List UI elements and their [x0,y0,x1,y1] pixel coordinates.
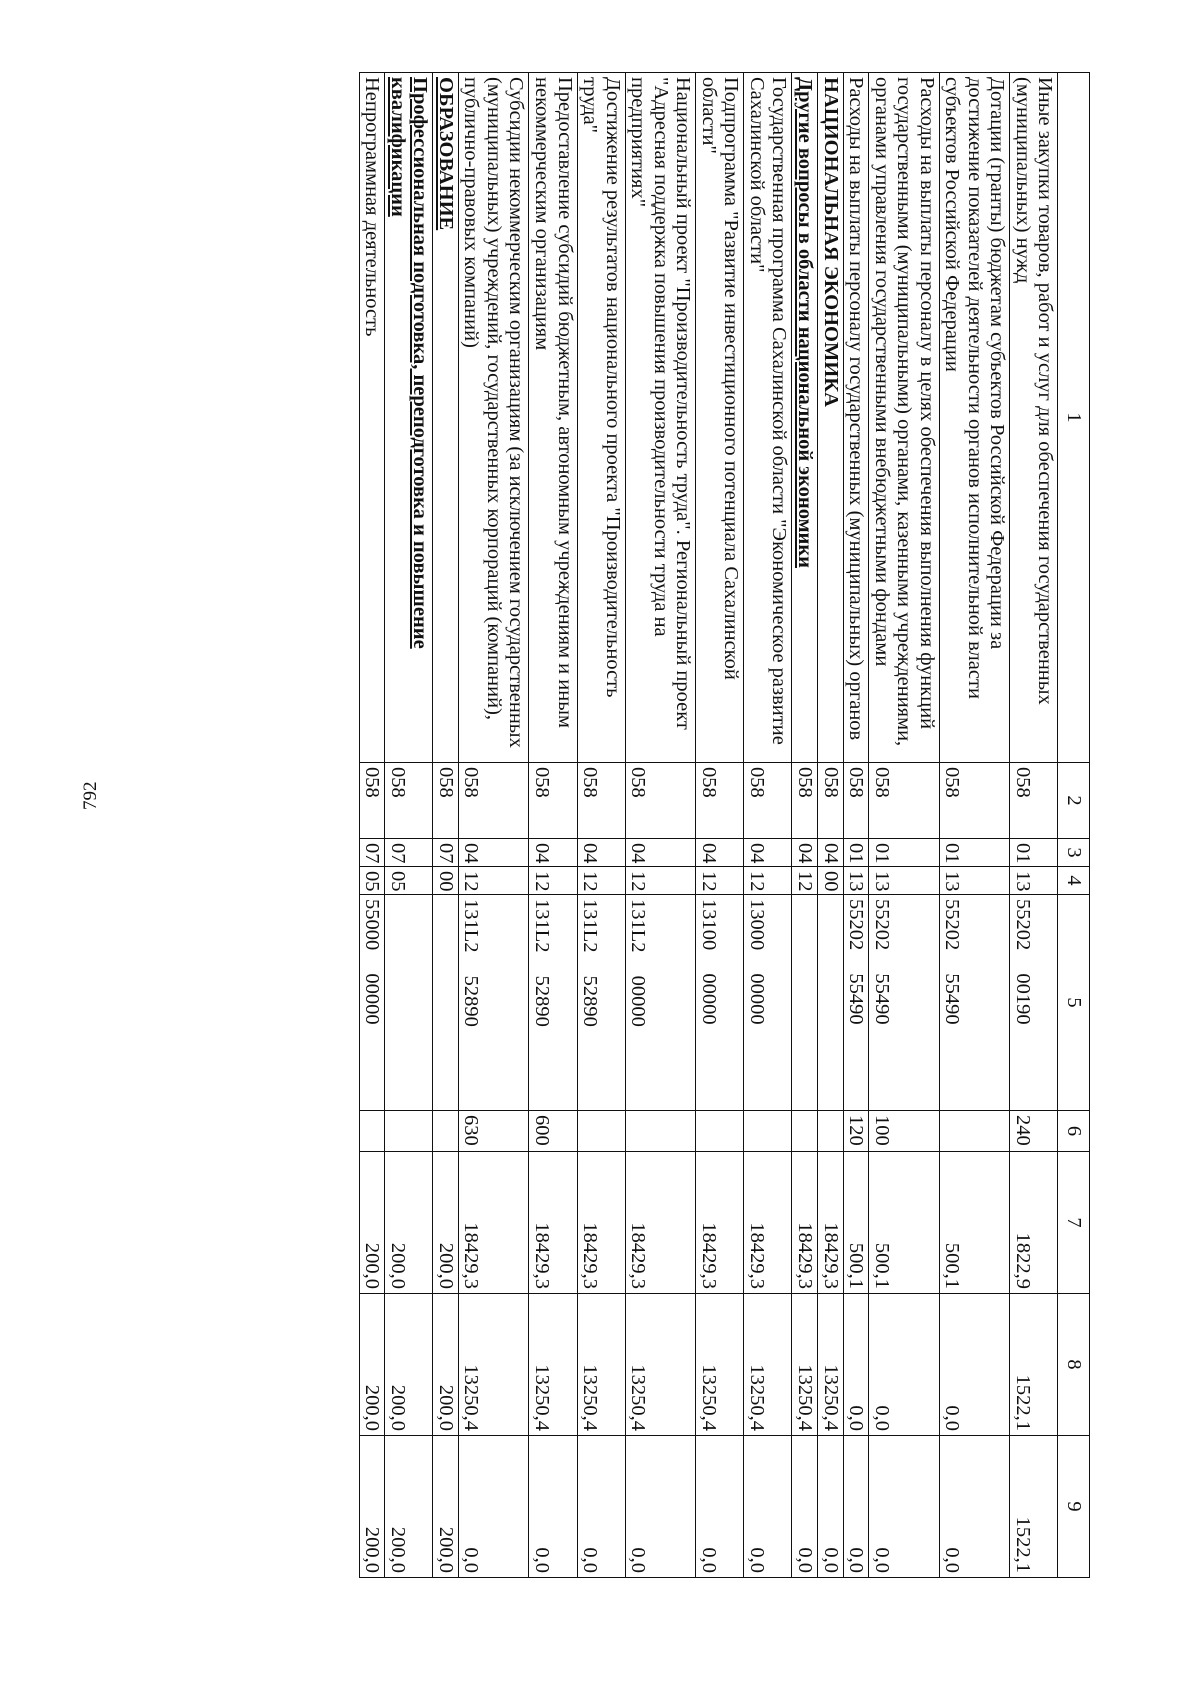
row-col-7: 18429,3 [744,1152,792,1294]
row-col-4: 00 [433,867,459,895]
row-col-2: 058 [744,763,792,839]
table-row [843,73,869,1578]
header-col-3: 3 [1058,839,1090,867]
table-row [792,73,818,1578]
row-name: НАЦИОНАЛЬНАЯ ЭКОНОМИКА [817,73,843,763]
row-col-6: 600 [529,1111,577,1152]
table-row [869,73,940,1578]
row-col-6 [817,1111,843,1152]
row-col-7: 200,0 [385,1152,433,1294]
row-col-6: 240 [1010,1111,1058,1152]
header-col-2: 2 [1058,763,1090,839]
row-col-3: 04 [577,839,625,867]
header-col-4: 4 [1058,867,1090,895]
row-col-2: 058 [869,763,940,839]
row-col-9: 0,0 [939,1436,1010,1578]
row-col-4: 12 [529,867,577,895]
row-col-5: 131L2 00000 [625,895,696,1111]
row-col-8: 13250,4 [529,1294,577,1436]
header-col-9: 9 [1058,1436,1090,1578]
row-col-5: 131L2 52890 [458,895,529,1111]
page-number: 792 [80,781,101,810]
row-col-5: 55000 00000 [359,895,385,1111]
row-col-4: 12 [792,867,818,895]
row-col-5: 131L2 52890 [577,895,625,1111]
row-col-4: 13 [843,867,869,895]
table-row [744,73,792,1578]
row-col-8: 13250,4 [817,1294,843,1436]
row-col-3: 01 [1010,839,1058,867]
row-col-6 [939,1111,1010,1152]
row-col-2: 058 [529,763,577,839]
row-col-3: 07 [359,839,385,867]
row-col-8: 200,0 [433,1294,459,1436]
row-col-9: 1522,1 [1010,1436,1058,1578]
row-col-7: 200,0 [433,1152,459,1294]
row-col-2: 058 [625,763,696,839]
row-name: Подпрограмма "Развитие инвестиционного потенциала Сахалинской области" [696,73,744,763]
row-col-5: 13000 00000 [744,895,792,1111]
row-col-8: 13250,4 [458,1294,529,1436]
row-col-3: 04 [696,839,744,867]
row-col-7: 18429,3 [696,1152,744,1294]
table-row [385,73,433,1578]
row-col-2: 058 [696,763,744,839]
row-col-8: 1522,1 [1010,1294,1058,1436]
row-col-3: 04 [744,839,792,867]
row-name: Национальный проект "Производительность труда". Региональный проект "Адресная поддержка повышения производительности труда на предприятиях" [625,73,696,763]
table-row [1010,73,1058,1578]
row-col-8: 200,0 [359,1294,385,1436]
row-col-6: 630 [458,1111,529,1152]
row-col-3: 04 [817,839,843,867]
row-col-9: 0,0 [458,1436,529,1578]
row-col-3: 04 [529,839,577,867]
row-col-4: 13 [1010,867,1058,895]
table-row [577,73,625,1578]
row-name: Субсидии некоммерческим организациям (за исключением государственных (муниципальных) учреждений, государственных корпораций (компаний), публично-правовых компаний) [458,73,529,763]
row-col-6 [577,1111,625,1152]
table-row [939,73,1010,1578]
row-col-3: 01 [939,839,1010,867]
row-name: Непрограммная деятельность [359,73,385,763]
row-col-3: 07 [385,839,433,867]
row-col-8: 13250,4 [577,1294,625,1436]
row-col-8: 13250,4 [744,1294,792,1436]
header-col-8: 8 [1058,1294,1090,1436]
row-col-8: 0,0 [939,1294,1010,1436]
row-col-5 [433,895,459,1111]
table-row [433,73,459,1578]
row-col-2: 058 [939,763,1010,839]
row-col-4: 12 [625,867,696,895]
row-col-5 [792,895,818,1111]
row-col-4: 05 [359,867,385,895]
row-col-5 [385,895,433,1111]
table-row [359,73,385,1578]
row-col-2: 058 [458,763,529,839]
budget-table [359,72,1090,1578]
row-name: Достижение результатов национального проекта "Производительность труда" [577,73,625,763]
row-col-5: 55202 00190 [1010,895,1058,1111]
row-col-9: 0,0 [696,1436,744,1578]
table-body [359,73,1058,1578]
row-col-8: 13250,4 [696,1294,744,1436]
row-col-6 [625,1111,696,1152]
header-col-7: 7 [1058,1152,1090,1294]
row-name: Расходы на выплаты персоналу в целях обеспечения выполнения функций государственными (муниципальными) органами, казенными учреждениями, органами управления государственными внебюджетными фондами [869,73,940,763]
row-col-9: 0,0 [792,1436,818,1578]
row-col-8: 0,0 [869,1294,940,1436]
row-col-9: 0,0 [843,1436,869,1578]
row-col-9: 0,0 [869,1436,940,1578]
row-col-9: 0,0 [529,1436,577,1578]
row-col-5: 13100 00000 [696,895,744,1111]
header-col-1: 1 [1058,73,1090,763]
row-name: Иные закупки товаров, работ и услуг для обеспечения государственных (муниципальных) нужд [1010,73,1058,763]
row-col-4: 12 [577,867,625,895]
row-name: Профессиональная подготовка, переподготовка и повышение квалификации [385,73,433,763]
row-col-3: 01 [869,839,940,867]
row-col-3: 04 [625,839,696,867]
row-col-4: 12 [696,867,744,895]
row-col-9: 200,0 [359,1436,385,1578]
row-name: Государственная программа Сахалинской области "Экономическое развитие Сахалинской области" [744,73,792,763]
row-col-7: 500,1 [939,1152,1010,1294]
row-col-5 [817,895,843,1111]
row-col-2: 058 [359,763,385,839]
row-name: Дотации (гранты) бюджетам субъектов Российской Федерации за достижение показателей деятельности органов исполнительной власти субъектов Российской Федерации [939,73,1010,763]
row-col-7: 18429,3 [529,1152,577,1294]
row-col-7: 18429,3 [817,1152,843,1294]
row-col-5: 131L2 52890 [529,895,577,1111]
row-col-3: 04 [792,839,818,867]
row-col-8: 13250,4 [625,1294,696,1436]
row-name: Другие вопросы в области национальной экономики [792,73,818,763]
row-col-6: 120 [843,1111,869,1152]
row-col-3: 07 [433,839,459,867]
row-col-8: 13250,4 [792,1294,818,1436]
row-col-9: 200,0 [385,1436,433,1578]
row-col-4: 13 [939,867,1010,895]
budget-table-container [359,72,1090,1577]
row-col-3: 01 [843,839,869,867]
row-col-5: 55202 55490 [939,895,1010,1111]
row-col-9: 0,0 [744,1436,792,1578]
row-col-8: 0,0 [843,1294,869,1436]
row-col-2: 058 [433,763,459,839]
table-row [529,73,577,1578]
row-col-7: 1822,9 [1010,1152,1058,1294]
row-col-6 [792,1111,818,1152]
table-header-row [1058,73,1090,1578]
row-col-4: 00 [817,867,843,895]
row-col-7: 200,0 [359,1152,385,1294]
row-col-9: 0,0 [577,1436,625,1578]
row-col-2: 058 [792,763,818,839]
row-col-6 [359,1111,385,1152]
row-col-7: 18429,3 [792,1152,818,1294]
row-col-6 [433,1111,459,1152]
row-col-6 [385,1111,433,1152]
row-col-7: 500,1 [843,1152,869,1294]
row-name: Расходы на выплаты персоналу государственных (муниципальных) органов [843,73,869,763]
row-col-2: 058 [817,763,843,839]
table-row [458,73,529,1578]
row-col-4: 13 [869,867,940,895]
row-col-6: 100 [869,1111,940,1152]
row-col-2: 058 [385,763,433,839]
row-col-7: 18429,3 [577,1152,625,1294]
row-name: Предоставление субсидий бюджетным, автономным учреждениям и иным некоммерческим организациям [529,73,577,763]
header-col-6: 6 [1058,1111,1090,1152]
table-row [625,73,696,1578]
row-col-7: 18429,3 [625,1152,696,1294]
row-name: ОБРАЗОВАНИЕ [433,73,459,763]
row-col-6 [744,1111,792,1152]
row-col-8: 200,0 [385,1294,433,1436]
row-col-4: 12 [458,867,529,895]
row-col-3: 04 [458,839,529,867]
header-col-5: 5 [1058,895,1090,1111]
table-row [817,73,843,1578]
row-col-2: 058 [1010,763,1058,839]
row-col-4: 12 [744,867,792,895]
row-col-4: 05 [385,867,433,895]
row-col-6 [696,1111,744,1152]
row-col-9: 0,0 [817,1436,843,1578]
row-col-7: 18429,3 [458,1152,529,1294]
row-col-5: 55202 55490 [869,895,940,1111]
row-col-7: 500,1 [869,1152,940,1294]
row-col-5: 55202 55490 [843,895,869,1111]
row-col-2: 058 [577,763,625,839]
row-col-2: 058 [843,763,869,839]
row-col-9: 0,0 [625,1436,696,1578]
row-col-9: 200,0 [433,1436,459,1578]
table-row [696,73,744,1578]
